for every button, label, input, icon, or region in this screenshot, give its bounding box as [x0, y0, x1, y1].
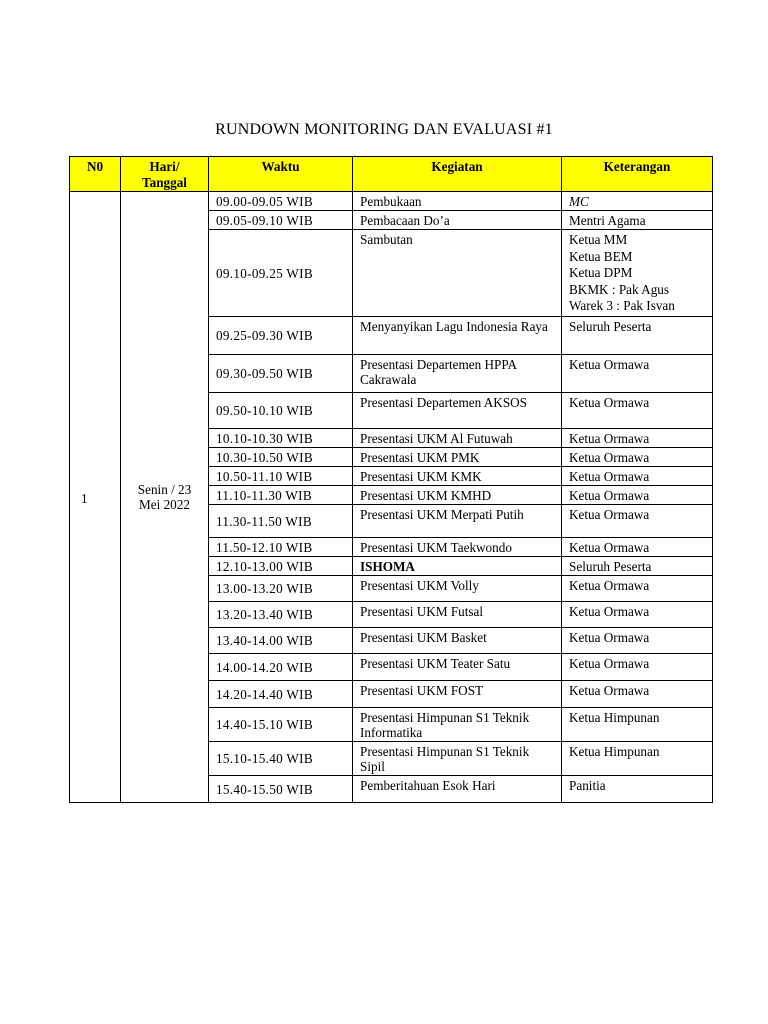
- cell-waktu: 10.30-10.50 WIB: [209, 448, 353, 467]
- cell-keterangan: Ketua Ormawa: [562, 355, 713, 393]
- cell-kegiatan: Presentasi UKM Al Futuwah: [353, 429, 562, 448]
- cell-keterangan: Ketua Ormawa: [562, 393, 713, 429]
- cell-waktu: 13.20-13.40 WIB: [209, 602, 353, 628]
- cell-keterangan: Ketua Ormawa: [562, 467, 713, 486]
- cell-keterangan: Ketua Ormawa: [562, 654, 713, 681]
- cell-keterangan: Ketua Ormawa: [562, 576, 713, 602]
- header-waktu: Waktu: [209, 157, 353, 192]
- cell-waktu: 10.50-11.10 WIB: [209, 467, 353, 486]
- cell-keterangan: Ketua Ormawa: [562, 681, 713, 708]
- header-hari-tanggal: [121, 157, 209, 192]
- cell-keterangan: Ketua Ormawa: [562, 448, 713, 467]
- cell-waktu: 09.05-09.10 WIB: [209, 211, 353, 230]
- cell-kegiatan: Presentasi UKM Taekwondo: [353, 538, 562, 557]
- cell-waktu: 11.50-12.10 WIB: [209, 538, 353, 557]
- cell-keterangan: Seluruh Peserta: [562, 557, 713, 576]
- header-hari-line1: Hari/: [149, 159, 180, 174]
- cell-keterangan: Panitia: [562, 776, 713, 803]
- keterangan-line: Ketua MM: [569, 232, 628, 247]
- cell-keterangan: Seluruh Peserta: [562, 317, 713, 355]
- cell-kegiatan: Menyanyikan Lagu Indonesia Raya: [353, 317, 562, 355]
- cell-kegiatan: Presentasi UKM Futsal: [353, 602, 562, 628]
- cell-no: 1: [70, 192, 121, 803]
- document-title: RUNDOWN MONITORING DAN EVALUASI #1: [215, 121, 553, 138]
- cell-waktu: 09.50-10.10 WIB: [209, 393, 353, 429]
- header-row: [70, 157, 713, 192]
- cell-waktu: 14.00-14.20 WIB: [209, 654, 353, 681]
- cell-kegiatan: Pembacaan Do’a: [353, 211, 562, 230]
- cell-hari-tanggal: [121, 192, 209, 803]
- cell-keterangan: MC: [562, 192, 713, 211]
- cell-kegiatan: Presentasi UKM FOST: [353, 681, 562, 708]
- cell-waktu: 13.00-13.20 WIB: [209, 576, 353, 602]
- hari-line2: Mei 2022: [139, 497, 190, 512]
- cell-waktu: 12.10-13.00 WIB: [209, 557, 353, 576]
- cell-kegiatan: Pembukaan: [353, 192, 562, 211]
- cell-kegiatan: Presentasi Himpunan S1 Teknik Informatika: [353, 708, 562, 742]
- cell-kegiatan: Presentasi Departemen HPPA Cakrawala: [353, 355, 562, 393]
- cell-waktu: 10.10-10.30 WIB: [209, 429, 353, 448]
- cell-kegiatan: Presentasi Departemen AKSOS: [353, 393, 562, 429]
- cell-waktu: 09.30-09.50 WIB: [209, 355, 353, 393]
- header-no: N0: [70, 157, 121, 192]
- cell-waktu: 13.40-14.00 WIB: [209, 628, 353, 654]
- cell-waktu: 09.25-09.30 WIB: [209, 317, 353, 355]
- cell-keterangan: Ketua Ormawa: [562, 538, 713, 557]
- hari-line1: Senin / 23: [137, 482, 192, 497]
- cell-keterangan: Ketua Ormawa: [562, 429, 713, 448]
- cell-waktu: 15.10-15.40 WIB: [209, 742, 353, 776]
- cell-kegiatan: Sambutan: [353, 230, 562, 317]
- keterangan-line: BKMK : Pak Agus: [569, 281, 670, 297]
- cell-kegiatan: Presentasi UKM Merpati Putih: [353, 505, 562, 538]
- cell-waktu: 15.40-15.50 WIB: [209, 776, 353, 803]
- cell-keterangan: Ketua Himpunan: [562, 708, 713, 742]
- cell-kegiatan: Presentasi UKM KMHD: [353, 486, 562, 505]
- keterangan-line: Ketua BEM: [569, 248, 633, 264]
- cell-waktu: 14.40-15.10 WIB: [209, 708, 353, 742]
- cell-waktu: 11.30-11.50 WIB: [209, 505, 353, 538]
- cell-keterangan: Ketua Ormawa: [562, 628, 713, 654]
- cell-keterangan: Ketua Himpunan: [562, 742, 713, 776]
- cell-waktu: 09.10-09.25 WIB: [209, 230, 353, 317]
- cell-waktu: 14.20-14.40 WIB: [209, 681, 353, 708]
- cell-waktu: 09.00-09.05 WIB: [209, 192, 353, 211]
- cell-keterangan: Mentri Agama: [562, 211, 713, 230]
- table-body: [70, 192, 713, 803]
- cell-keterangan: Ketua Ormawa: [562, 602, 713, 628]
- header-hari-line2: Tanggal: [142, 175, 187, 190]
- cell-kegiatan: Pemberitahuan Esok Hari: [353, 776, 562, 803]
- cell-keterangan: Ketua Ormawa: [562, 505, 713, 538]
- keterangan-line: Warek 3 : Pak Isvan: [569, 298, 675, 313]
- cell-kegiatan: Presentasi UKM KMK: [353, 467, 562, 486]
- header-kegiatan: Kegiatan: [353, 157, 562, 192]
- cell-waktu: 11.10-11.30 WIB: [209, 486, 353, 505]
- header-keterangan: Keterangan: [562, 157, 713, 192]
- cell-kegiatan: Presentasi UKM PMK: [353, 448, 562, 467]
- cell-kegiatan: Presentasi UKM Teater Satu: [353, 654, 562, 681]
- cell-kegiatan: Presentasi Himpunan S1 Teknik Sipil: [353, 742, 562, 776]
- rundown-table: [69, 156, 713, 803]
- cell-keterangan: [562, 230, 713, 317]
- table-row: [70, 192, 713, 211]
- cell-kegiatan: Presentasi UKM Volly: [353, 576, 562, 602]
- keterangan-line: Ketua DPM: [569, 265, 633, 280]
- cell-kegiatan: Presentasi UKM Basket: [353, 628, 562, 654]
- cell-keterangan: Ketua Ormawa: [562, 486, 713, 505]
- cell-kegiatan: ISHOMA: [353, 557, 562, 576]
